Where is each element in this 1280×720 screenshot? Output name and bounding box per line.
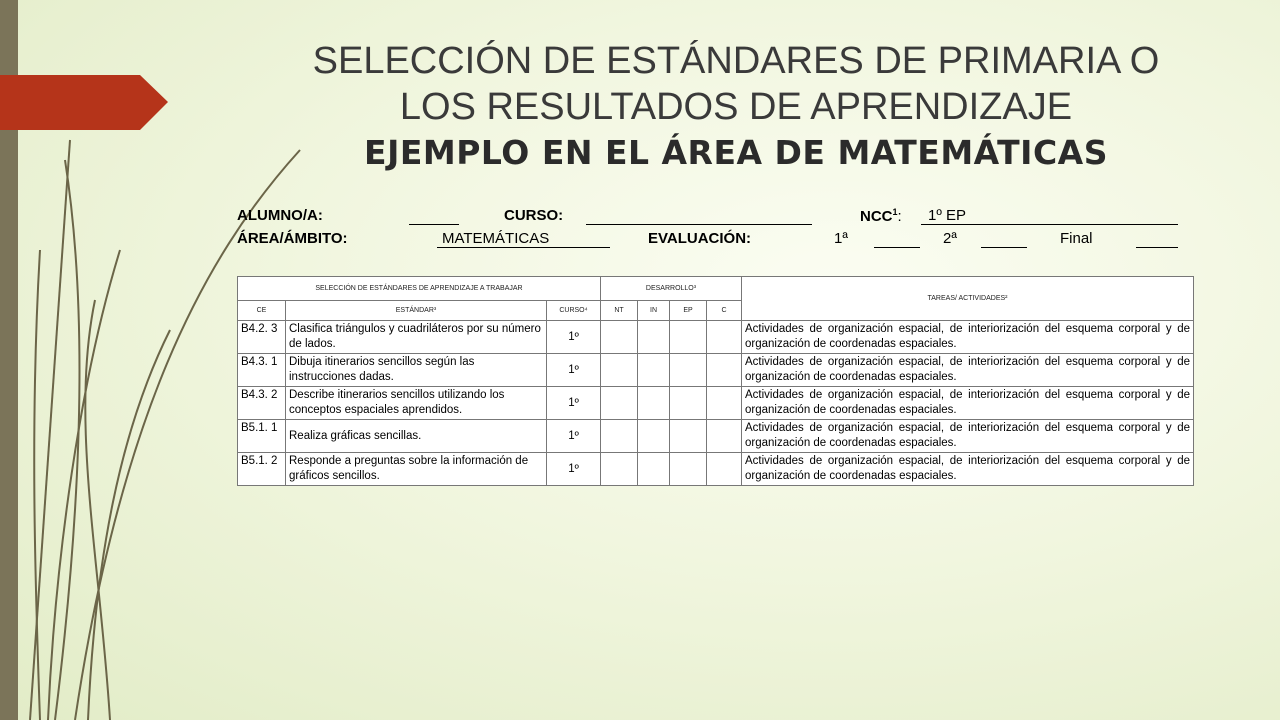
title-line-1: SELECCIÓN DE ESTÁNDARES DE PRIMARIA O <box>312 40 1160 82</box>
header-ep: EP <box>670 301 707 321</box>
eval-1-line <box>874 247 920 248</box>
header-tareas: TAREAS/ ACTIVIDADES² <box>742 277 1194 321</box>
cell-tareas: Actividades de organización espacial, de interiorización del esquema corporal y de organización de coordenadas espaciales. <box>742 453 1194 486</box>
ncc-label-text: NCC <box>860 208 893 225</box>
cell-ep <box>670 420 707 453</box>
ncc-footnote-mark: 1 <box>892 207 898 217</box>
curso-line <box>586 224 812 225</box>
cell-nt <box>601 321 638 354</box>
area-label: ÁREA/ÁMBITO: <box>237 230 348 247</box>
cell-curso: 1º <box>547 420 601 453</box>
ncc-value: 1º EP <box>928 207 966 224</box>
area-value: MATEMÁTICAS <box>442 230 550 247</box>
cell-ep <box>670 387 707 420</box>
cell-estandar: Dibuja itinerarios sencillos según las instrucciones dadas. <box>286 354 547 387</box>
cell-nt <box>601 387 638 420</box>
header-c: C <box>707 301 742 321</box>
cell-ce: B4.3. 2 <box>238 387 286 420</box>
slide-subtitle: EJEMPLO EN EL ÁREA DE MATEMÁTICAS <box>364 133 1108 172</box>
cell-estandar: Describe itinerarios sencillos utilizando los conceptos espaciales aprendidos. <box>286 387 547 420</box>
table-row <box>238 453 1194 486</box>
cell-c <box>707 453 742 486</box>
ncc-label <box>860 207 902 225</box>
header-nt: NT <box>601 301 638 321</box>
cell-ep <box>670 354 707 387</box>
header-desarrollo: DESARROLLO³ <box>601 277 742 301</box>
cell-tareas: Actividades de organización espacial, de interiorización del esquema corporal y de organización de coordenadas espaciales. <box>742 420 1194 453</box>
header-curso: CURSO⁴ <box>547 301 601 321</box>
cell-in <box>638 420 670 453</box>
eval-2-line <box>981 247 1027 248</box>
cell-estandar: Responde a preguntas sobre la información de gráficos sencillos. <box>286 453 547 486</box>
header-seleccion: SELECCIÓN DE ESTÁNDARES DE APRENDIZAJE A TRABAJAR <box>238 277 601 301</box>
cell-ce: B4.3. 1 <box>238 354 286 387</box>
cell-c <box>707 420 742 453</box>
evaluacion-label: EVALUACIÓN: <box>648 230 752 247</box>
cell-nt <box>601 453 638 486</box>
red-flag-shape <box>0 75 168 130</box>
cell-in <box>638 354 670 387</box>
eval-final-line <box>1136 247 1178 248</box>
cell-curso: 1º <box>547 354 601 387</box>
cell-curso: 1º <box>547 453 601 486</box>
ncc-line <box>921 224 1178 225</box>
cell-ep <box>670 453 707 486</box>
alumno-label: ALUMNO/A: <box>237 207 323 224</box>
cell-nt <box>601 354 638 387</box>
cell-tareas: Actividades de organización espacial, de interiorización del esquema corporal y de organización de coordenadas espaciales. <box>742 387 1194 420</box>
header-ce: CE <box>238 301 286 321</box>
cell-tareas: Actividades de organización espacial, de interiorización del esquema corporal y de organización de coordenadas espaciales. <box>742 354 1194 387</box>
cell-in <box>638 321 670 354</box>
eval-final-label: Final <box>1060 230 1093 247</box>
cell-ep <box>670 321 707 354</box>
table-row <box>238 420 1194 453</box>
area-line <box>437 247 610 248</box>
cell-estandar: Clasifica triángulos y cuadriláteros por su número de lados. <box>286 321 547 354</box>
cell-in <box>638 453 670 486</box>
ncc-colon: : <box>897 208 902 225</box>
cell-nt <box>601 420 638 453</box>
table-row <box>238 387 1194 420</box>
cell-c <box>707 387 742 420</box>
standards-table <box>237 276 1194 486</box>
cell-c <box>707 354 742 387</box>
curso-label: CURSO: <box>504 207 564 224</box>
table-row <box>238 354 1194 387</box>
header-in: IN <box>638 301 670 321</box>
table-row <box>238 321 1194 354</box>
header-estandar: ESTÁNDAR³ <box>286 301 547 321</box>
cell-c <box>707 321 742 354</box>
eval-2-label: 2ª <box>943 230 957 247</box>
cell-tareas: Actividades de organización espacial, de interiorización del esquema corporal y de organización de coordenadas espaciales. <box>742 321 1194 354</box>
eval-1-label: 1ª <box>834 230 848 247</box>
cell-ce: B5.1. 2 <box>238 453 286 486</box>
cell-estandar: Realiza gráficas sencillas. <box>286 420 547 453</box>
cell-ce: B4.2. 3 <box>238 321 286 354</box>
alumno-line <box>409 224 459 225</box>
cell-curso: 1º <box>547 321 601 354</box>
slide-title <box>200 38 1272 130</box>
cell-curso: 1º <box>547 387 601 420</box>
cell-ce: B5.1. 1 <box>238 420 286 453</box>
title-line-2: LOS RESULTADOS DE APRENDIZAJE <box>399 86 1073 128</box>
cell-in <box>638 387 670 420</box>
